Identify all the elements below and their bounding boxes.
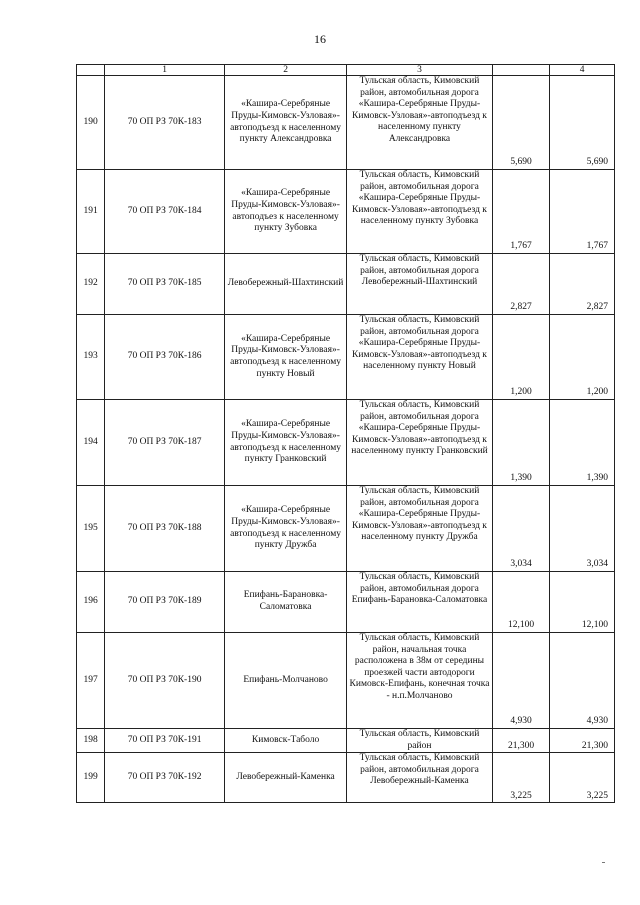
road-location: Тульская область, Кимовский район, автомобильная дорога «Кашира-Серебряные Пруды-Кимовск-Узловая»-автоподъезд к населенному пункту Александровка — [347, 76, 493, 170]
road-length-total: 4,930 — [550, 633, 615, 729]
road-name: Епифань-Молчаново — [225, 633, 347, 729]
row-number: 196 — [77, 572, 105, 633]
page-number: 16 — [314, 32, 326, 46]
road-location: Тульская область, Кимовский район — [347, 729, 493, 753]
road-length-total: 3,034 — [550, 486, 615, 572]
road-length-total: 5,690 — [550, 76, 615, 170]
road-length-total: 1,200 — [550, 315, 615, 400]
road-code: 70 ОП РЗ 70К-192 — [105, 753, 225, 803]
table-row — [77, 486, 615, 572]
roads-table — [76, 64, 615, 803]
road-name: Епифань-Барановка-Саломатовка — [225, 572, 347, 633]
road-name: Левобережный-Шахтинский — [225, 254, 347, 315]
road-length: 2,827 — [492, 254, 550, 315]
table-row — [77, 315, 615, 400]
road-code: 70 ОП РЗ 70К-183 — [105, 76, 225, 170]
row-number: 195 — [77, 486, 105, 572]
road-location: Тульская область, Кимовский район, автомобильная дорога «Кашира-Серебряные Пруды-Кимовск-Узловая»-автоподъезд к населенному пункту Гранковский — [347, 400, 493, 486]
table-row — [77, 254, 615, 315]
road-length-total: 3,225 — [550, 753, 615, 803]
road-length-total: 12,100 — [550, 572, 615, 633]
road-location: Тульская область, Кимовский район, автомобильная дорога Епифань-Барановка-Саломатовка — [347, 572, 493, 633]
column-header: 1 — [105, 65, 225, 76]
road-code: 70 ОП РЗ 70К-189 — [105, 572, 225, 633]
column-header: 4 — [550, 65, 615, 76]
road-length-total: 1,767 — [550, 170, 615, 254]
row-number: 199 — [77, 753, 105, 803]
road-length-total: 1,390 — [550, 400, 615, 486]
road-location: Тульская область, Кимовский район, автомобильная дорога «Кашира-Серебряные Пруды-Кимовск-Узловая»-автоподъезд к населенному пункту Зубовка — [347, 170, 493, 254]
road-length-total: 21,300 — [550, 729, 615, 753]
table-row — [77, 170, 615, 254]
table-row — [77, 729, 615, 753]
road-name: «Кашира-Серебряные Пруды-Кимовск-Узловая»-автоподъезд к населенному пункту Гранковский — [225, 400, 347, 486]
road-name: «Кашира-Серебряные Пруды-Кимовск-Узловая»-автоподъезд к населенному пункту Новый — [225, 315, 347, 400]
road-location: Тульская область, Кимовский район, автомобильная дорога Левобережный-Шахтинский — [347, 254, 493, 315]
road-location: Тульская область, Кимовский район, автомобильная дорога «Кашира-Серебряные Пруды-Кимовск-Узловая»-автоподъезд к населенному пункту Дружба — [347, 486, 493, 572]
road-location: Тульская область, Кимовский район, автомобильная дорога «Кашира-Серебряные Пруды-Кимовск-Узловая»-автоподъезд к населенному пункту Новый — [347, 315, 493, 400]
road-length: 21,300 — [492, 729, 550, 753]
road-code: 70 ОП РЗ 70К-186 — [105, 315, 225, 400]
table-row — [77, 633, 615, 729]
road-length: 12,100 — [492, 572, 550, 633]
road-length: 1,200 — [492, 315, 550, 400]
table-row — [77, 400, 615, 486]
road-code: 70 ОП РЗ 70К-191 — [105, 729, 225, 753]
row-number: 198 — [77, 729, 105, 753]
road-length: 3,225 — [492, 753, 550, 803]
road-code: 70 ОП РЗ 70К-187 — [105, 400, 225, 486]
road-code: 70 ОП РЗ 70К-190 — [105, 633, 225, 729]
road-length-total: 2,827 — [550, 254, 615, 315]
column-header — [492, 65, 550, 76]
row-number: 191 — [77, 170, 105, 254]
road-name: «Кашира-Серебряные Пруды-Кимовск-Узловая»-автоподъезд к населенному пункту Александровка — [225, 76, 347, 170]
row-number: 194 — [77, 400, 105, 486]
column-header — [77, 65, 105, 76]
road-length: 4,930 — [492, 633, 550, 729]
road-location: Тульская область, Кимовский район, автомобильная дорога Левобережный-Каменка — [347, 753, 493, 803]
table-row — [77, 76, 615, 170]
column-header: 3 — [347, 65, 493, 76]
road-name: «Кашира-Серебряные Пруды-Кимовск-Узловая»-автоподъез к населенному пункту Зубовка — [225, 170, 347, 254]
road-name: «Кашира-Серебряные Пруды-Кимовск-Узловая»-автоподъезд к населенному пункту Дружба — [225, 486, 347, 572]
row-number: 193 — [77, 315, 105, 400]
column-header: 2 — [225, 65, 347, 76]
scan-mark — [602, 862, 605, 863]
road-code: 70 ОП РЗ 70К-188 — [105, 486, 225, 572]
road-length: 1,390 — [492, 400, 550, 486]
row-number: 192 — [77, 254, 105, 315]
road-name: Левобережный-Каменка — [225, 753, 347, 803]
row-number: 197 — [77, 633, 105, 729]
road-code: 70 ОП РЗ 70К-185 — [105, 254, 225, 315]
road-length: 5,690 — [492, 76, 550, 170]
road-length: 1,767 — [492, 170, 550, 254]
table-row — [77, 753, 615, 803]
table-row — [77, 572, 615, 633]
header-row — [77, 65, 615, 76]
road-name: Кимовск-Таболо — [225, 729, 347, 753]
road-code: 70 ОП РЗ 70К-184 — [105, 170, 225, 254]
road-length: 3,034 — [492, 486, 550, 572]
row-number: 190 — [77, 76, 105, 170]
road-location: Тульская область, Кимовский район, начальная точка расположена в 38м от середины проезжей части автодороги Кимовск-Епифань, конечная точка - н.п.Молчаново — [347, 633, 493, 729]
